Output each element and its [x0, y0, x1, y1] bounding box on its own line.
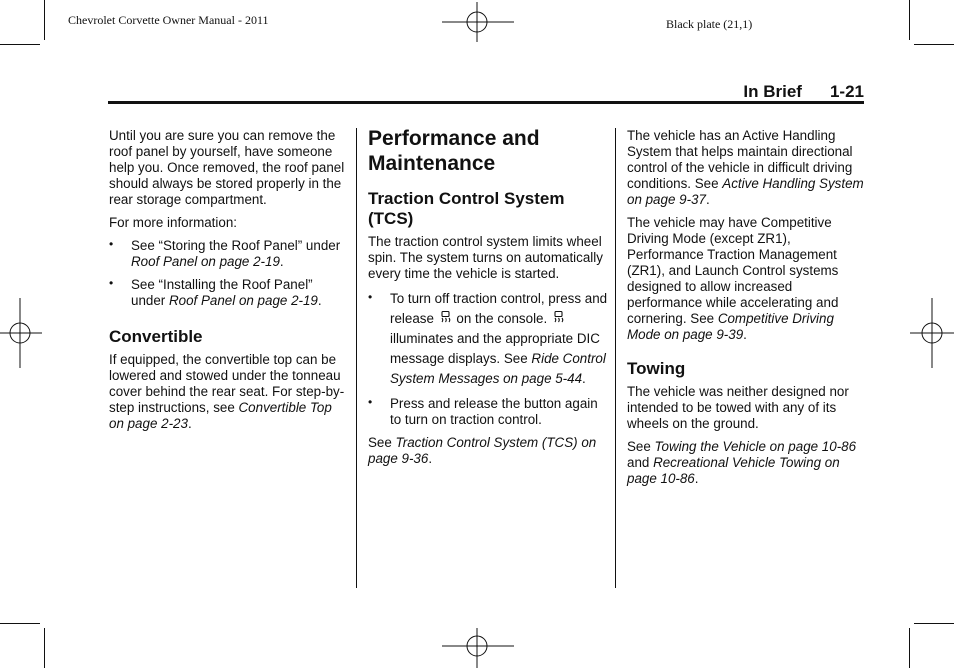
section-header	[743, 82, 864, 102]
cross-reference: Recreational Vehicle Towing on page 10-86	[627, 455, 840, 486]
competitive-mode-paragraph: The vehicle may have Competitive Driving Mode (except ZR1), Performance Traction Management (ZR1), and Launch Control systems designed to allow increased performance while accelerating and cornering. See Competitive Driving Mode on page 9-39.	[627, 215, 839, 342]
crop-mark-icon	[44, 0, 45, 40]
more-info-label: For more information:	[109, 215, 237, 230]
tcs-heading: Traction Control System (TCS)	[368, 189, 565, 228]
column-2	[368, 126, 608, 474]
towing-heading: Towing	[627, 359, 686, 378]
header-rule	[108, 101, 864, 104]
registration-mark-icon	[442, 2, 514, 44]
crop-mark-icon	[0, 44, 40, 45]
cross-reference: Active Handling System on page 9-37	[627, 176, 864, 207]
cross-reference: Competitive Driving Mode on page 9-39	[627, 311, 834, 342]
column-3	[627, 128, 865, 494]
cross-reference: Roof Panel on page 2-19	[131, 254, 280, 269]
cross-reference: Roof Panel on page 2-19	[168, 293, 318, 308]
performance-heading: Performance and Maintenance	[368, 127, 540, 175]
crop-mark-icon	[914, 44, 954, 45]
list-item: • To turn off traction control, press and release on the console. illuminates and the appropriate DIC message displays. See Ride Control System Messages on page 5-44.	[368, 289, 608, 389]
registration-mark-icon	[910, 298, 954, 368]
cross-reference: Towing the Vehicle on page 10-86	[654, 439, 857, 454]
page-number: 1-21	[829, 82, 864, 101]
column-divider-1	[356, 128, 357, 588]
cross-reference: Traction Control System (TCS) on page 9-36	[368, 435, 597, 466]
traction-control-icon	[440, 311, 451, 325]
list-item: • Press and release the button again to turn on traction control.	[368, 396, 608, 428]
registration-mark-icon	[442, 626, 514, 668]
convertible-heading: Convertible	[109, 327, 203, 346]
column-divider-2	[615, 128, 616, 588]
active-handling-paragraph: The vehicle has an Active Handling System that helps maintain directional control of the vehicle in difficult driving conditions. See Active Handling System on page 9-37.	[627, 128, 864, 207]
crop-mark-icon	[909, 628, 910, 668]
cross-reference: Ride Control System Messages on page 5-44	[390, 351, 606, 386]
list-item: • See “Storing the Roof Panel” under Roof Panel on page 2-19.	[109, 238, 345, 270]
plate-label: Black plate (21,1)	[666, 17, 753, 31]
column-1	[109, 128, 345, 439]
manual-title: Chevrolet Corvette Owner Manual - 2011	[68, 13, 269, 27]
convertible-paragraph: If equipped, the convertible top can be lowered and stowed under the tonneau cover behind the rear seat. For step-by-step instructions, see Convertible Top on page 2-23.	[109, 352, 345, 431]
section-name: In Brief	[743, 82, 802, 101]
list-item: • See “Installing the Roof Panel” under Roof Panel on page 2-19.	[109, 277, 345, 309]
crop-mark-icon	[44, 628, 45, 668]
crop-mark-icon	[914, 623, 954, 624]
towing-see-also: See Towing the Vehicle on page 10-86 and Recreational Vehicle Towing on page 10-86.	[627, 439, 857, 486]
registration-mark-icon	[0, 298, 42, 368]
cross-reference: Convertible Top on page 2-23	[109, 400, 332, 431]
towing-paragraph: The vehicle was neither designed nor intended to be towed with any of its wheels on the ground.	[627, 384, 849, 431]
traction-control-icon	[553, 311, 564, 325]
crop-mark-icon	[0, 623, 40, 624]
roof-panel-paragraph: Until you are sure you can remove the roof panel by yourself, have someone help you. Once removed, the roof panel should always be stored properly in the rear storage compartment.	[109, 128, 345, 207]
tcs-paragraph: The traction control system limits wheel spin. The system turns on automatically every time the vehicle is started.	[368, 234, 603, 281]
tcs-see-also: See Traction Control System (TCS) on page 9-36.	[368, 435, 597, 466]
crop-mark-icon	[909, 0, 910, 40]
